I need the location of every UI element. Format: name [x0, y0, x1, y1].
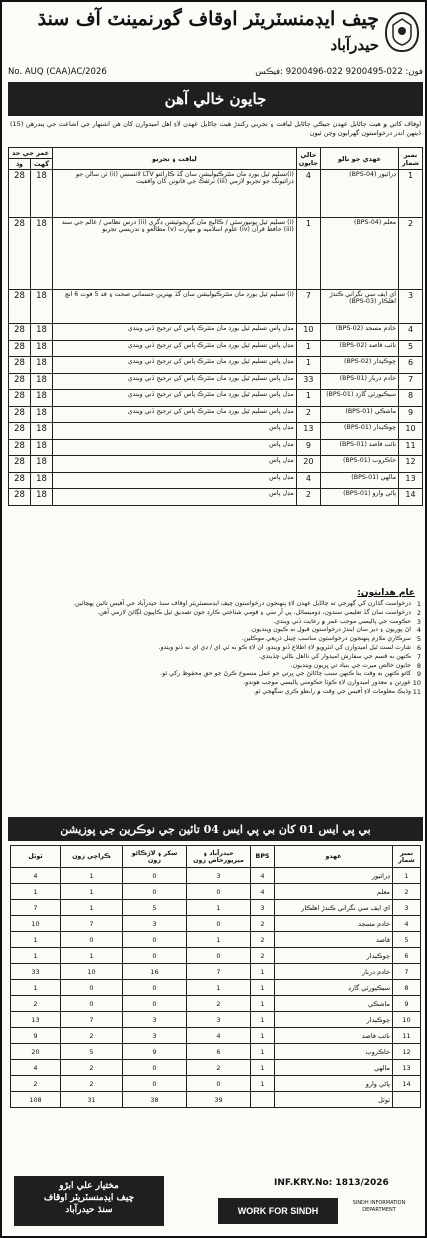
note-number: 1 [416, 600, 421, 608]
note-number: 6 [416, 643, 421, 652]
note-number: 8 [416, 661, 421, 670]
row2-khi: 1 [61, 900, 123, 916]
note-text: سرڪاري ملازم پنهنجون درخواستون مناسب چينل ذريعي موڪلين. [241, 635, 411, 643]
note-text: درخواست سان گڏ تعليمي سندون، ڊوميسائل، پي آر سي ۽ قومي شناختي ڪارڊ جون تصديق ٿيل ڪاپيون لڳائڻ لازمي آهن. [97, 608, 411, 616]
table-row [11, 948, 421, 964]
reference-number: No. AUQ (CAA)AC/2026 [8, 67, 107, 77]
table-row [11, 932, 421, 948]
row-age-min: 18 [31, 423, 53, 440]
information-department-logo: SINDH INFORMATION DEPARTMENT [352, 1200, 406, 1213]
row2-hyd: 3 [187, 1012, 251, 1028]
notes-title: عام هدايتون: [357, 588, 415, 598]
row2-total: 2 [11, 1076, 61, 1092]
signatory-name: مختيار علي ابڙو [59, 1181, 119, 1191]
row-posts-count: 9 [296, 439, 320, 456]
reference-bar [8, 66, 423, 80]
row-posts-count: 2 [296, 406, 320, 423]
row2-khi: 7 [61, 916, 123, 932]
row-age-max: 28 [9, 406, 31, 423]
header-title-line1: چيف ايڊمنسٽريٽر اوقاف گورنمينٽ آف سنڌ [37, 8, 379, 30]
row-post: چوڪيدار (BPS-02) [321, 357, 399, 374]
table-row [11, 916, 421, 932]
row-age-max: 28 [9, 439, 31, 456]
table-row [9, 489, 423, 506]
row2-khi: 5 [61, 1044, 123, 1060]
note-item [12, 600, 421, 609]
row-posts-count: 20 [296, 456, 320, 473]
note-text: اڻ پوريون ۽ دير سان ايندڙ درخواستون قبول نه ڪيون وينديون. [249, 626, 411, 634]
row2-sno: 3 [393, 900, 421, 916]
signature-block [14, 1176, 164, 1226]
row-age-max: 28 [9, 218, 31, 290]
note-text: ڪنهن به قسم جي سفارش اميدوار کي نااهل بڻائي ڇڏيندي. [258, 652, 411, 660]
row2-skr: 3 [123, 1012, 187, 1028]
row2-bps: 1 [251, 980, 275, 996]
note-text: عورتن ۽ معذور اميدوارن لاءِ ڪوٽا حڪومتي پاليسي موجب هوندو. [243, 679, 411, 687]
note-item [12, 626, 421, 635]
note-item [12, 670, 421, 679]
row-age-max: 28 [9, 456, 31, 473]
row-age-max: 28 [9, 373, 31, 390]
row-posts-count: 13 [296, 423, 320, 440]
row2-sno: 2 [393, 884, 421, 900]
table-row [9, 218, 423, 290]
header-title-line2: حيدرآباد [330, 36, 379, 54]
row-posts-count: 1 [296, 218, 320, 290]
row2-bps [251, 1092, 275, 1108]
col2-bps: BPS [251, 846, 275, 868]
row2-post: پاڻي وارو [275, 1076, 393, 1092]
row2-khi: 1 [61, 948, 123, 964]
row2-post: خادم دربار [275, 964, 393, 980]
row-age-min: 18 [31, 324, 53, 341]
table-row [9, 340, 423, 357]
note-number: 7 [416, 652, 421, 661]
row-qualification: مڊل پاس تسليم ٿيل بورڊ مان مئٽرڪ پاس کي ترجيح ڏني ويندي [53, 340, 297, 357]
note-item [12, 635, 421, 644]
row2-skr: 38 [123, 1092, 187, 1108]
col2-post: عهدو [275, 846, 393, 868]
work-for-sindh-logo: WORK FOR SINDH [218, 1198, 338, 1224]
row2-bps: 1 [251, 1060, 275, 1076]
row2-bps: 2 [251, 932, 275, 948]
row2-khi: 0 [61, 980, 123, 996]
row2-total: 108 [11, 1092, 61, 1108]
row-qualification: مڊل پاس [53, 456, 297, 473]
row2-bps: 1 [251, 964, 275, 980]
row-post: خاڪروب (BPS-01) [321, 456, 399, 473]
row-age-max: 28 [9, 170, 31, 218]
row2-total: 1 [11, 948, 61, 964]
row2-skr: 0 [123, 980, 187, 996]
row2-skr: 0 [123, 996, 187, 1012]
row-post: ڊرائيور (BPS-04) [321, 170, 399, 218]
row-sno: 14 [399, 489, 423, 506]
row2-total: 2 [11, 996, 61, 1012]
vacancies-table [8, 147, 423, 506]
table-row [9, 406, 423, 423]
table-row [11, 996, 421, 1012]
table-row [11, 1044, 421, 1060]
row-posts-count: 1 [296, 390, 320, 407]
row2-hyd: 0 [187, 916, 251, 932]
row-posts-count: 1 [296, 357, 320, 374]
row2-bps: 4 [251, 884, 275, 900]
note-item [12, 679, 421, 688]
row2-hyd: 3 [187, 868, 251, 884]
row-posts-count: 10 [296, 324, 320, 341]
note-number: 4 [416, 626, 421, 635]
note-text: درخواست گذارن کي گهرجي ته ڄاڻايل عهدن لاءِ پنهنجون درخواستون چيف ايڊمنسٽريٽر اوقاف سنڌ حيدرآباد جي آفيس تائين پهچائين. [73, 600, 411, 607]
row-post: چوڪيدار (BPS-01) [321, 423, 399, 440]
row2-bps: 4 [251, 868, 275, 884]
row-sno: 8 [399, 390, 423, 407]
row2-total: 13 [11, 1012, 61, 1028]
row-age-min: 18 [31, 456, 53, 473]
row-sno: 11 [399, 439, 423, 456]
row-age-min: 18 [31, 390, 53, 407]
row2-post: مالهي [275, 1060, 393, 1076]
table-row [9, 439, 423, 456]
row-sno: 3 [399, 290, 423, 324]
row-age-min: 18 [31, 290, 53, 324]
col-sno: نمبر شمار [399, 148, 423, 170]
row2-post: سيڪيورٽي گارڊ [275, 980, 393, 996]
row2-skr: 5 [123, 900, 187, 916]
row2-bps: 1 [251, 996, 275, 1012]
row2-sno: 9 [393, 996, 421, 1012]
row2-hyd: 6 [187, 1044, 251, 1060]
row2-total: 4 [11, 868, 61, 884]
row2-total: 1 [11, 932, 61, 948]
row-qualification: مڊل پاس [53, 472, 297, 489]
row2-hyd: 1 [187, 980, 251, 996]
vacancies-banner: جايون خالي آهن [8, 82, 423, 116]
row2-khi: 7 [61, 1012, 123, 1028]
table-row [11, 1092, 421, 1108]
row-post: نائب قاصد (BPS-02) [321, 340, 399, 357]
row2-post: چوڪيدار [275, 948, 393, 964]
row2-sno: 4 [393, 916, 421, 932]
phone-fax: فون: 022-9200495 022-9200496 :فيڪس [255, 67, 423, 77]
row2-hyd: 1 [187, 932, 251, 948]
table-row [11, 1076, 421, 1092]
col-age-max: وڌ [9, 159, 31, 170]
row-qualification: مڊل پاس [53, 489, 297, 506]
note-number: 3 [416, 617, 421, 626]
note-number: 2 [416, 608, 421, 617]
row-post: اي ايف سي نگراني ڪندڙ اهلڪار (BPS-03) [321, 290, 399, 324]
row-age-min: 18 [31, 170, 53, 218]
row-age-min: 18 [31, 439, 53, 456]
note-text: کاتو ڪنهن به وقت بنا ڪنهن سبب ڄاڻائڻ جي ڀرتي جو عمل منسوخ ڪرڻ جو حق محفوظ رکي ٿو. [160, 670, 411, 678]
row-qualification: مڊل پاس تسليم ٿيل بورڊ مان مئٽرڪ پاس کي ترجيح ڏني ويندي [53, 390, 297, 407]
row-sno: 6 [399, 357, 423, 374]
row2-hyd: 1 [187, 900, 251, 916]
note-text: شارٽ لسٽ ٿيل اميدوارن کي انٽرويو لاءِ اطلاع ڏنو ويندو، ان لاءِ ڪو به ٽي اي / ڊي اي نه ڏنو ويندو. [158, 643, 411, 651]
row2-skr: 16 [123, 964, 187, 980]
row-posts-count: 4 [296, 472, 320, 489]
row2-post: چوڪيدار [275, 1012, 393, 1028]
row2-total: 9 [11, 1028, 61, 1044]
row2-total: 1 [11, 980, 61, 996]
row2-hyd: 0 [187, 884, 251, 900]
row2-hyd: 0 [187, 948, 251, 964]
row-sno: 12 [399, 456, 423, 473]
table-row [11, 868, 421, 884]
row2-post: قاصد [275, 932, 393, 948]
row2-khi: 0 [61, 932, 123, 948]
row-age-min: 18 [31, 489, 53, 506]
row-qualification: مڊل پاس [53, 423, 297, 440]
table-row [9, 390, 423, 407]
row2-post: ڊرائيور [275, 868, 393, 884]
row2-skr: 0 [123, 868, 187, 884]
row-post: ماشڪي (BPS-01) [321, 406, 399, 423]
inf-kry-number: INF.KRY.No: 1813/2026 [274, 1178, 389, 1188]
row2-hyd: 7 [187, 964, 251, 980]
note-number: 9 [416, 670, 421, 679]
row2-hyd: 39 [187, 1092, 251, 1108]
position-table [10, 845, 421, 1108]
table-row [11, 1012, 421, 1028]
row2-post: معلم [275, 884, 393, 900]
col-qualification: لياقت ۽ تجربو [53, 148, 297, 170]
row2-hyd: 0 [187, 1076, 251, 1092]
row-post: سيڪيورٽي گارڊ (BPS-01) [321, 390, 399, 407]
note-text: وڌيڪ معلومات لاءِ آفيس جي وقت ۾ رابطو ڪري سگهجي ٿو. [253, 687, 411, 695]
note-item [12, 618, 421, 627]
row-age-min: 18 [31, 373, 53, 390]
row2-hyd: 2 [187, 996, 251, 1012]
row-age-max: 28 [9, 324, 31, 341]
col2-total: ٽوٽل [11, 846, 61, 868]
col2-hyderabad-zone: حيدرآباد ۽ ميرپورخاص زون [187, 846, 251, 868]
signatory-location: سنڌ حيدرآباد [65, 1205, 113, 1216]
row2-bps: 2 [251, 916, 275, 932]
row2-bps: 2 [251, 948, 275, 964]
row-sno: 9 [399, 406, 423, 423]
row2-khi: 2 [61, 1076, 123, 1092]
col2-sno: نمبر شمار [393, 846, 421, 868]
note-item [12, 662, 421, 671]
row-qualification: مڊل پاس تسليم ٿيل بورڊ مان مئٽرڪ پاس کي ترجيح ڏني ويندي [53, 324, 297, 341]
row2-bps: 1 [251, 1028, 275, 1044]
row-sno: 2 [399, 218, 423, 290]
row-posts-count: 4 [296, 170, 320, 218]
row-age-max: 28 [9, 290, 31, 324]
row-sno: 4 [399, 324, 423, 341]
row-sno: 1 [399, 170, 423, 218]
row-age-max: 28 [9, 489, 31, 506]
row2-total: 7 [11, 900, 61, 916]
row2-sno: 5 [393, 932, 421, 948]
table-row [9, 290, 423, 324]
footer [8, 1170, 423, 1234]
row2-post: ٽوٽل [275, 1092, 393, 1108]
row2-khi: 10 [61, 964, 123, 980]
row-age-max: 28 [9, 423, 31, 440]
row2-skr: 3 [123, 1028, 187, 1044]
row2-khi: 2 [61, 1060, 123, 1076]
row-qualification: (i) تسليم ٿيل يونيورسٽي / ڪاليج مان گريجوئيشن ڊگري (ii) درس نظامي / عالم جي سند (iii) حافظ قرآن (iv) علوم اسلاميه ۾ مهارت (v) مطالعو ۽ تدريسي تجربو [53, 218, 297, 290]
row2-khi: 1 [61, 884, 123, 900]
note-item [12, 653, 421, 662]
col-age-limit: عمر جي حد [9, 148, 53, 159]
row2-sno: 8 [393, 980, 421, 996]
table-row [9, 373, 423, 390]
row2-sno: 1 [393, 868, 421, 884]
row-posts-count: 1 [296, 340, 320, 357]
row-age-min: 18 [31, 357, 53, 374]
table-row [11, 964, 421, 980]
table-row [9, 357, 423, 374]
table-row [9, 472, 423, 489]
row2-khi: 0 [61, 996, 123, 1012]
col-post: عهدي جو نالو [321, 148, 399, 170]
row-qualification: (i)تسليم ٿيل بورڊ مان مئٽرڪيوليشن سان گڏ ڪارائتو LTV لائسنس (ii) ٽن سالن جو ڊرائيونگ جو تجربو لازمي (iii) ٽرئفڪ جي قانونن کان واقفيت [53, 170, 297, 218]
row2-sno: 6 [393, 948, 421, 964]
col2-sukkur-zone: سکر ۽ لاڙڪاڻو زون [123, 846, 187, 868]
row2-skr: 0 [123, 948, 187, 964]
note-item [12, 609, 421, 618]
row2-bps: 1 [251, 1076, 275, 1092]
row2-total: 33 [11, 964, 61, 980]
table-row [11, 980, 421, 996]
row-posts-count: 7 [296, 290, 320, 324]
row2-skr: 3 [123, 916, 187, 932]
row-age-max: 28 [9, 472, 31, 489]
row2-sno: 7 [393, 964, 421, 980]
row2-sno [393, 1092, 421, 1108]
row2-total: 20 [11, 1044, 61, 1060]
table-row [9, 324, 423, 341]
table-row [9, 456, 423, 473]
row-age-min: 18 [31, 472, 53, 489]
row2-hyd: 2 [187, 1060, 251, 1076]
row-post: پاڻي وارو (BPS-01) [321, 489, 399, 506]
row2-bps: 3 [251, 900, 275, 916]
row-qualification: مڊل پاس [53, 439, 297, 456]
note-text: حڪومت جي پاليسي موجب عمر ۾ رعايت ڏني ويندي. [273, 617, 411, 625]
row-post: مالهي (BPS-01) [321, 472, 399, 489]
table-row [11, 900, 421, 916]
row-post: معلم (BPS-04) [321, 218, 399, 290]
note-text: جايون خالص ميرٽ جي بنياد تي ڀريون وينديون. [290, 661, 411, 669]
row-sno: 10 [399, 423, 423, 440]
row-posts-count: 33 [296, 373, 320, 390]
row2-sno: 14 [393, 1076, 421, 1092]
row-sno: 13 [399, 472, 423, 489]
row2-post: خاڪروب [275, 1044, 393, 1060]
row2-sno: 12 [393, 1044, 421, 1060]
table-row [11, 1028, 421, 1044]
note-item [12, 688, 421, 697]
row-post: نائب قاصد (BPS-01) [321, 439, 399, 456]
header [8, 6, 423, 64]
row-sno: 5 [399, 340, 423, 357]
row2-post: نائب قاصد [275, 1028, 393, 1044]
table-row [11, 884, 421, 900]
row-qualification: مڊل پاس تسليم ٿيل بورڊ مان مئٽرڪ پاس کي ترجيح ڏني ويندي [53, 406, 297, 423]
row-age-max: 28 [9, 357, 31, 374]
row2-post: اي ايف سي نگراني ڪندڙ اهلڪار [275, 900, 393, 916]
row-sno: 7 [399, 373, 423, 390]
row2-skr: 0 [123, 884, 187, 900]
row2-total: 4 [11, 1060, 61, 1076]
row-age-min: 18 [31, 340, 53, 357]
table-row [9, 423, 423, 440]
row2-skr: 0 [123, 1060, 187, 1076]
row-age-min: 18 [31, 406, 53, 423]
row2-khi: 1 [61, 868, 123, 884]
table-row [11, 1060, 421, 1076]
row2-post: ماشڪي [275, 996, 393, 1012]
position-banner: بي پي ايس 01 کان بي پي ايس 04 تائين جي نوڪرين جي پوزيشن [8, 817, 423, 841]
row-qualification: (i) تسليم ٿيل بورڊ مان مئٽرڪيوليشن سان گڏ بهترين جسماني صحت ۽ قد 5 فوٽ 6 انچ [53, 290, 297, 324]
col-age-min: گهٽ [31, 159, 53, 170]
row-posts-count: 2 [296, 489, 320, 506]
signatory-designation: چيف ايڊمنسٽريٽر اوقاف [43, 1193, 135, 1204]
row2-total: 1 [11, 884, 61, 900]
row-age-min: 18 [31, 218, 53, 290]
row-age-max: 28 [9, 390, 31, 407]
row2-sno: 10 [393, 1012, 421, 1028]
row2-sno: 13 [393, 1060, 421, 1076]
sindh-government-seal-icon [385, 12, 419, 52]
note-number: 10 [412, 679, 421, 688]
col2-karachi-zone: ڪراچي زون [61, 846, 123, 868]
row-qualification: مڊل پاس تسليم ٿيل بورڊ مان مئٽرڪ پاس کي ترجيح ڏني ويندي [53, 357, 297, 374]
note-number: 5 [416, 635, 421, 644]
note-item [12, 644, 421, 653]
row2-khi: 2 [61, 1028, 123, 1044]
note-number: 11 [412, 687, 421, 696]
row2-skr: 0 [123, 932, 187, 948]
row2-hyd: 4 [187, 1028, 251, 1044]
row2-sno: 11 [393, 1028, 421, 1044]
table-row [9, 170, 423, 218]
row-qualification: مڊل پاس تسليم ٿيل بورڊ مان مئٽرڪ پاس کي ترجيح ڏني ويندي [53, 373, 297, 390]
intro-text: اوقاف کاتي ۾ هيٺ ڄاڻايل عهدن جيڪي ڄاڻايل لياقت ۽ تجربي رکندڙ هيٺ ڄاڻايل عهدن لاءِ اهل اميدوارن کان هن اشتهار جي اشاعت جي پندرهن (15) ڏينهن اندر درخواستون گهرايون وڃن ٿيون [10, 120, 421, 138]
row2-skr: 0 [123, 1076, 187, 1092]
row-post: خادم مسجد (BPS-02) [321, 324, 399, 341]
row-post: خادم دربار (BPS-01) [321, 373, 399, 390]
row2-bps: 1 [251, 1012, 275, 1028]
row2-total: 10 [11, 916, 61, 932]
row2-post: خادم مسجد [275, 916, 393, 932]
row2-khi: 31 [61, 1092, 123, 1108]
col-posts: خالي جايون [296, 148, 320, 170]
row-age-max: 28 [9, 340, 31, 357]
row2-bps: 1 [251, 1044, 275, 1060]
row2-skr: 9 [123, 1044, 187, 1060]
general-instructions [12, 600, 421, 697]
